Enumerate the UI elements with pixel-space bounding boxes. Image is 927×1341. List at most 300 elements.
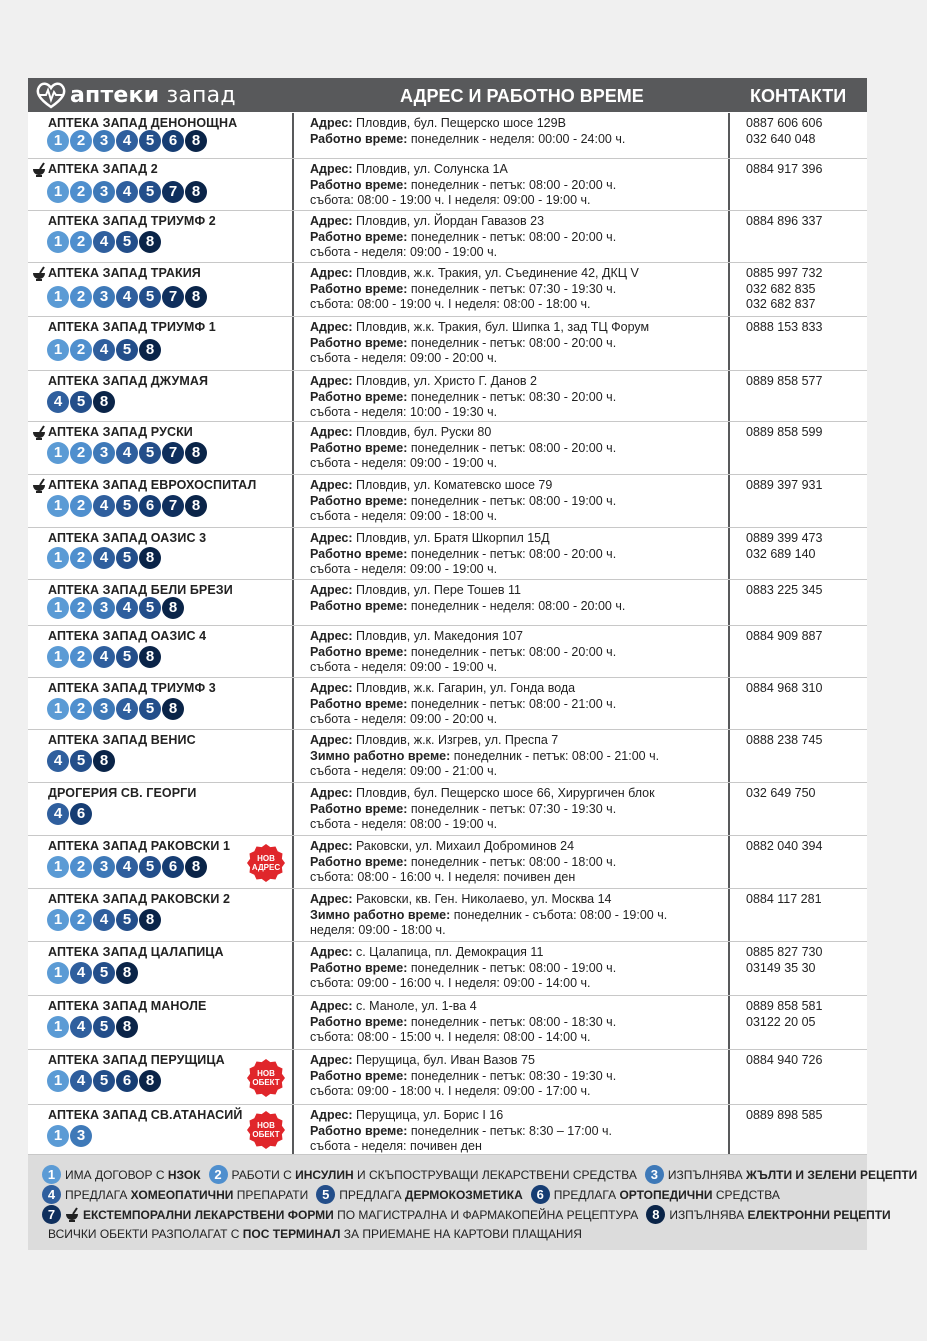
phone-numbers [746, 999, 822, 1030]
pharmacy-list-card [28, 78, 918, 1250]
column-divider [292, 475, 294, 527]
weekend-hours-line: събота - неделя: 10:00 - 19:30 ч. [310, 405, 498, 419]
column-divider [292, 371, 294, 421]
weekend-hours-line: събота: 08:00 - 16:00 ч. I неделя: почивен ден [310, 870, 576, 884]
column-divider [292, 159, 294, 210]
service-badge-2: 2 [70, 442, 92, 464]
pharmacy-name: АПТЕКА ЗАПАД СВ.АТАНАСИЙ [48, 1108, 243, 1122]
service-badge-8: 8 [93, 750, 115, 772]
pharmacy-name: АПТЕКА ЗАПАД ОАЗИС 4 [48, 629, 207, 643]
column-divider [728, 626, 730, 677]
legend-line [42, 1185, 788, 1204]
legend [28, 1155, 918, 1250]
service-badge-6: 6 [162, 856, 184, 878]
column-divider [292, 942, 294, 995]
new-badge [247, 1111, 285, 1149]
phone-number[interactable]: 0882 040 394 [746, 839, 823, 853]
working-hours-line: Работно време: понеделник - петък: 08:00 - 21:00 ч. [310, 696, 617, 711]
new-badge-text: НОВ [257, 853, 275, 863]
service-badge-5: 5 [70, 391, 92, 413]
pharmacy-name: АПТЕКА ЗАПАД ДЕНОНОЩНА [48, 116, 238, 130]
service-badge-4: 4 [93, 339, 115, 361]
phone-numbers [746, 892, 822, 908]
pharmacy-name: ДРОГЕРИЯ СВ. ГЕОРГИ [48, 786, 197, 800]
service-badge-7: 7 [162, 181, 184, 203]
service-badge-8: 8 [139, 1070, 161, 1092]
weekend-hours-line: събота - неделя: 09:00 - 19:00 ч. [310, 562, 498, 576]
address-line: Адрес: Пловдив, бул. Пещерско шосе 66, Хирургичен блок [310, 786, 655, 800]
legend-text: ПРЕДЛАГА ХОМЕОПАТИЧНИ ПРЕПАРАТИ [65, 1187, 309, 1202]
service-badge-5: 5 [139, 597, 161, 619]
working-hours-line: Работно време: понеделник - петък: 08:00 - 18:00 ч. [310, 854, 617, 869]
phone-number[interactable]: 0884 896 337 [746, 214, 823, 228]
service-badge-5: 5 [93, 1070, 115, 1092]
legend-item-7 [42, 1205, 638, 1224]
column-divider [728, 211, 730, 262]
service-badge-3: 3 [93, 856, 115, 878]
working-hours-line: Работно време: понеделник - петък: 08:00 - 20:00 ч. [310, 335, 617, 350]
service-badge-3: 3 [93, 597, 115, 619]
pharmacy-row [28, 528, 867, 580]
legend-item-6 [531, 1185, 780, 1204]
service-badge-4: 4 [47, 391, 69, 413]
legend-text: ПРЕДЛАГА ОРТОПЕДИЧНИ СРЕДСТВА [553, 1187, 780, 1202]
phone-number[interactable]: 0889 858 581 [746, 999, 823, 1013]
logo [36, 81, 236, 109]
service-badge-5: 5 [116, 495, 138, 517]
phone-number[interactable]: 032 682 835 [746, 281, 816, 296]
service-badge-8: 8 [116, 1016, 138, 1038]
working-hours-line: Работно време: понеделник - петък: 08:30 - 20:00 ч. [310, 389, 617, 404]
service-badges [47, 495, 208, 517]
service-badge-8: 8 [646, 1205, 665, 1224]
mortar-pestle-icon [65, 1208, 79, 1222]
phone-number[interactable]: 032 682 837 [746, 297, 816, 311]
pharmacy-name: АПТЕКА ЗАПАД БЕЛИ БРЕЗИ [48, 583, 233, 597]
weekend-hours-line: събота - неделя: 09:00 - 19:00 ч. [310, 660, 498, 674]
address-and-hours [310, 733, 659, 780]
service-badge-8: 8 [162, 597, 184, 619]
service-badge-8: 8 [93, 391, 115, 413]
service-badge-4: 4 [116, 286, 138, 308]
service-badge-5: 5 [139, 442, 161, 464]
service-badge-5: 5 [93, 1016, 115, 1038]
legend-text: ИЗПЪЛНЯВА ЖЪЛТИ И ЗЕЛЕНИ РЕЦЕПТИ [667, 1167, 918, 1182]
address-and-hours [310, 786, 655, 833]
pharmacy-row [28, 942, 867, 996]
column-divider [728, 836, 730, 888]
service-badge-7: 7 [162, 286, 184, 308]
phone-numbers [746, 531, 822, 562]
column-divider [728, 159, 730, 210]
service-badge-2: 2 [70, 495, 92, 517]
service-badge-6: 6 [162, 130, 184, 152]
phone-number[interactable]: 0883 225 345 [746, 583, 823, 597]
service-badge-1: 1 [47, 339, 69, 361]
service-badge-1: 1 [47, 1070, 69, 1092]
service-badge-2: 2 [70, 646, 92, 668]
working-hours-line: Зимно работно време: понеделник - събота: 08:00 - 19:00 ч. [310, 907, 668, 922]
phone-number[interactable]: 032 689 140 [746, 546, 816, 561]
column-divider [728, 1050, 730, 1104]
weekend-hours-line: събота - неделя: 09:00 - 18:00 ч. [310, 509, 498, 523]
service-badge-8: 8 [185, 130, 207, 152]
column-divider [728, 475, 730, 527]
column-divider [728, 942, 730, 995]
working-hours-line: Работно време: понеделник - неделя: 08:00 - 20:00 ч. [310, 598, 626, 613]
service-badge-1: 1 [47, 597, 69, 619]
phone-numbers [746, 425, 822, 441]
weekend-hours-line: събота - неделя: 09:00 - 19:00 ч. [310, 456, 498, 470]
legend-line [42, 1205, 899, 1224]
legend-item-3 [645, 1165, 917, 1184]
phone-number[interactable]: 0889 397 931 [746, 478, 823, 492]
column-divider [728, 317, 730, 370]
column-divider [292, 317, 294, 370]
address-line: Адрес: Перущица, бул. Иван Вазов 75 [310, 1053, 535, 1067]
working-hours-line: Работно време: понеделник - петък: 08:00 - 18:30 ч. [310, 1014, 617, 1029]
pharmacy-name: АПТЕКА ЗАПАД 2 [48, 162, 158, 176]
column-divider [292, 1050, 294, 1104]
new-badge [247, 844, 285, 882]
service-badge-4: 4 [42, 1185, 61, 1204]
service-badges [47, 1016, 139, 1038]
address-line: Адрес: Пловдив, ул. Коматевско шосе 79 [310, 478, 553, 492]
service-badge-8: 8 [162, 698, 184, 720]
service-badge-3: 3 [70, 1125, 92, 1147]
phone-number[interactable]: 0884 909 887 [746, 629, 823, 643]
pharmacy-row [28, 889, 867, 942]
service-badge-3: 3 [93, 181, 115, 203]
working-hours-line: Работно време: понеделник - неделя: 00:00 - 24:00 ч. [310, 131, 626, 146]
table-header [28, 78, 867, 112]
phone-number[interactable]: 032 640 048 [746, 131, 816, 146]
pharmacy-row [28, 783, 867, 836]
address-and-hours [310, 839, 616, 886]
phone-numbers [746, 681, 822, 697]
service-badge-8: 8 [139, 909, 161, 931]
service-badge-5: 5 [116, 547, 138, 569]
column-divider [728, 783, 730, 835]
service-badges [47, 391, 116, 413]
service-badge-7: 7 [42, 1205, 61, 1224]
address-and-hours [310, 425, 616, 472]
phone-number[interactable]: 0889 858 577 [746, 374, 823, 388]
service-badge-2: 2 [70, 286, 92, 308]
service-badge-4: 4 [70, 1070, 92, 1092]
service-badge-4: 4 [116, 130, 138, 152]
service-badge-2: 2 [70, 909, 92, 931]
address-and-hours [310, 266, 639, 313]
service-badge-4: 4 [70, 962, 92, 984]
column-divider [728, 1105, 730, 1154]
address-line: Адрес: Перущица, ул. Борис I 16 [310, 1108, 504, 1122]
phone-number[interactable]: 03149 35 30 [746, 960, 816, 975]
address-and-hours [310, 999, 616, 1046]
address-line: Адрес: Раковски, ул. Михаил Доброминов 24 [310, 839, 575, 853]
address-and-hours [310, 531, 616, 578]
mortar-pestle-icon [32, 267, 46, 281]
column-divider [292, 580, 294, 625]
service-badge-1: 1 [47, 1016, 69, 1038]
address-and-hours [310, 374, 616, 421]
pharmacy-row [28, 580, 867, 626]
working-hours-line: Работно време: понеделник - петък: 08:00 - 20:00 ч. [310, 644, 617, 659]
column-divider [728, 371, 730, 421]
phone-numbers [746, 266, 822, 313]
heart-pulse-icon [36, 82, 66, 108]
phone-number[interactable]: 0884 968 310 [746, 681, 823, 695]
pharmacy-row [28, 678, 867, 730]
service-badge-3: 3 [93, 130, 115, 152]
phone-numbers [746, 945, 822, 976]
phone-numbers [746, 839, 822, 855]
service-badges [47, 597, 185, 619]
phone-number[interactable]: 0884 940 726 [746, 1053, 823, 1067]
phone-numbers [746, 1108, 822, 1124]
column-divider [292, 211, 294, 262]
working-hours-line: Работно време: понеделник - петък: 08:00 - 20:00 ч. [310, 546, 617, 561]
service-badge-8: 8 [139, 547, 161, 569]
address-line: Адрес: Пловдив, ж.к. Изгрев, ул. Преспа 7 [310, 733, 559, 747]
service-badge-2: 2 [70, 181, 92, 203]
address-line: Адрес: Пловдив, ул. Пере Тошев 11 [310, 583, 521, 597]
service-badge-7: 7 [162, 442, 184, 464]
address-line: Адрес: Пловдив, бул. Пещерско шосе 129В [310, 116, 566, 130]
address-line: Адрес: Пловдив, бул. Руски 80 [310, 425, 492, 439]
pharmacy-name: АПТЕКА ЗАПАД ДЖУМАЯ [48, 374, 209, 388]
service-badge-4: 4 [116, 181, 138, 203]
address-and-hours [310, 1108, 612, 1155]
phone-numbers [746, 214, 822, 230]
new-badge [247, 1059, 285, 1097]
service-badge-4: 4 [93, 231, 115, 253]
service-badge-4: 4 [93, 495, 115, 517]
pharmacy-row [28, 730, 867, 783]
address-and-hours [310, 478, 616, 525]
new-badge-text: ОБЕКТ [252, 1077, 280, 1087]
service-badge-5: 5 [116, 231, 138, 253]
service-badge-5: 5 [116, 646, 138, 668]
service-badge-5: 5 [93, 962, 115, 984]
service-badge-2: 2 [70, 130, 92, 152]
phone-number[interactable]: 0889 399 473 [746, 531, 823, 545]
legend-item-4 [42, 1185, 308, 1204]
service-badges [47, 339, 162, 361]
phone-number[interactable]: 0889 858 599 [746, 425, 823, 439]
service-badge-8: 8 [139, 646, 161, 668]
service-badge-1: 1 [47, 962, 69, 984]
service-badge-1: 1 [47, 495, 69, 517]
address-line: Адрес: Пловдив, ул. Македония 107 [310, 629, 523, 643]
weekend-hours-line: неделя: 09:00 - 18:00 ч. [310, 923, 446, 937]
pharmacy-row [28, 475, 867, 528]
phone-number[interactable]: 0885 997 732 [746, 266, 823, 280]
phone-number[interactable]: 0889 898 585 [746, 1108, 823, 1122]
mortar-pestle-icon [32, 479, 46, 493]
phone-numbers [746, 320, 822, 336]
legend-item-5 [316, 1185, 523, 1204]
phone-number[interactable]: 0884 917 396 [746, 162, 823, 176]
service-badges [47, 547, 162, 569]
service-badge-5: 5 [139, 181, 161, 203]
address-and-hours [310, 320, 649, 367]
service-badge-5: 5 [316, 1185, 335, 1204]
pharmacy-name: АПТЕКА ЗАПАД ТРИУМФ 1 [48, 320, 216, 334]
column-divider [292, 626, 294, 677]
service-badge-2: 2 [70, 698, 92, 720]
phone-number[interactable]: 0887 606 606 [746, 116, 823, 130]
service-badge-3: 3 [93, 698, 115, 720]
service-badge-2: 2 [209, 1165, 228, 1184]
phone-number[interactable]: 0885 827 730 [746, 945, 823, 959]
phone-number[interactable]: 032 649 750 [746, 786, 816, 800]
service-badge-4: 4 [116, 856, 138, 878]
service-badge-7: 7 [162, 495, 184, 517]
service-badges [47, 1070, 162, 1092]
service-badge-2: 2 [70, 597, 92, 619]
pharmacy-row [28, 371, 867, 422]
pharmacy-row [28, 626, 867, 678]
service-badge-5: 5 [139, 130, 161, 152]
working-hours-line: Работно време: понеделник - петък: 08:00 - 19:00 ч. [310, 493, 617, 508]
service-badge-3: 3 [93, 286, 115, 308]
address-line: Адрес: с. Маноле, ул. 1-ва 4 [310, 999, 477, 1013]
legend-item-8 [646, 1205, 890, 1224]
service-badge-1: 1 [47, 1125, 69, 1147]
phone-number[interactable]: 0888 238 745 [746, 733, 823, 747]
legend-item-1 [42, 1165, 201, 1184]
service-badge-5: 5 [139, 286, 161, 308]
pharmacy-row [28, 422, 867, 475]
service-badge-1: 1 [47, 909, 69, 931]
pharmacy-row [28, 836, 867, 889]
phone-numbers [746, 629, 822, 645]
service-badge-5: 5 [70, 750, 92, 772]
service-badges [47, 130, 208, 152]
phone-numbers [746, 478, 822, 494]
column-divider [292, 1105, 294, 1154]
address-and-hours [310, 681, 616, 728]
phone-numbers [746, 162, 822, 178]
service-badge-8: 8 [139, 231, 161, 253]
working-hours-line: Работно време: понеделник - петък: 07:30 - 19:30 ч. [310, 801, 617, 816]
address-line: Адрес: Пловдив, ж.к. Тракия, бул. Шипка 1, зад ТЦ Форум [310, 320, 650, 334]
weekend-hours-line: събота: 09:00 - 18:00 ч. I неделя: 09:00 - 17:00 ч. [310, 1084, 591, 1098]
pharmacy-row [28, 159, 867, 211]
service-badge-1: 1 [47, 646, 69, 668]
service-badge-6: 6 [116, 1070, 138, 1092]
column-divider [728, 422, 730, 474]
address-and-hours [310, 214, 616, 261]
service-badge-4: 4 [93, 547, 115, 569]
phone-number[interactable]: 0884 117 281 [746, 892, 822, 906]
service-badge-1: 1 [47, 442, 69, 464]
service-badge-5: 5 [116, 339, 138, 361]
legend-text: ЕКСТЕМПОРАЛНИ ЛЕКАРСТВЕНИ ФОРМИ ПО МАГИСТРАЛНА И ФАРМАКОПЕЙНА РЕЦЕПТУРА [83, 1207, 639, 1222]
mortar-pestle-icon [32, 426, 46, 440]
working-hours-line: Работно време: понеделник - петък: 08:00 - 20:00 ч. [310, 177, 617, 192]
service-badge-1: 1 [42, 1165, 61, 1184]
pharmacy-name: АПТЕКА ЗАПАД ПЕРУЩИЦА [48, 1053, 225, 1067]
service-badge-4: 4 [116, 698, 138, 720]
weekend-hours-line: събота: 08:00 - 15:00 ч. I неделя: 08:00 - 14:00 ч. [310, 1030, 591, 1044]
service-badge-4: 4 [93, 646, 115, 668]
phone-number[interactable]: 0888 153 833 [746, 320, 823, 334]
service-badge-8: 8 [139, 339, 161, 361]
contacts-column-title: КОНТАКТИ [750, 86, 847, 106]
service-badge-2: 2 [70, 856, 92, 878]
weekend-hours-line: събота: 08:00 - 19:00 ч. I неделя: 08:00 - 18:00 ч. [310, 297, 591, 311]
service-badge-3: 3 [645, 1165, 664, 1184]
pharmacy-name: АПТЕКА ЗАПАД РУСКИ [48, 425, 193, 439]
weekend-hours-line: събота - неделя: 09:00 - 20:00 ч. [310, 712, 498, 726]
legend-text: ИЗПЪЛНЯВА ЕЛЕКТРОННИ РЕЦЕПТИ [669, 1207, 891, 1222]
phone-numbers [746, 786, 816, 802]
weekend-hours-line: събота - неделя: 09:00 - 19:00 ч. [310, 245, 498, 259]
pharmacy-row [28, 1050, 867, 1105]
service-badges [47, 803, 93, 825]
pharmacy-name: АПТЕКА ЗАПАД ТРИУМФ 3 [48, 681, 216, 695]
address-line: Адрес: Пловдив, ул. Братя Шкорпил 15Д [310, 531, 550, 545]
column-divider [728, 678, 730, 729]
address-line: Адрес: Пловдив, ул. Христо Г. Данов 2 [310, 374, 537, 388]
pharmacy-row [28, 1105, 867, 1155]
column-divider [728, 263, 730, 316]
service-badge-1: 1 [47, 231, 69, 253]
service-badge-4: 4 [93, 909, 115, 931]
address-and-hours [310, 1053, 616, 1100]
weekend-hours-line: събота - неделя: 09:00 - 21:00 ч. [310, 764, 498, 778]
working-hours-line: Работно време: понеделник - петък: 08:00 - 20:00 ч. [310, 440, 617, 455]
new-badge-text: НОВ [257, 1121, 275, 1130]
service-badge-5: 5 [139, 698, 161, 720]
service-badges [47, 750, 116, 772]
service-badge-1: 1 [47, 130, 69, 152]
phone-numbers [746, 116, 822, 147]
working-hours-line: Работно време: понеделник - петък: 07:30 - 19:30 ч. [310, 281, 617, 296]
service-badge-4: 4 [70, 1016, 92, 1038]
column-divider [728, 730, 730, 782]
service-badge-2: 2 [70, 547, 92, 569]
service-badge-6: 6 [139, 495, 161, 517]
address-line: Адрес: Пловдив, ж.к. Гагарин, ул. Гонда вода [310, 681, 576, 695]
service-badge-2: 2 [70, 339, 92, 361]
column-divider [728, 528, 730, 579]
service-badge-6: 6 [70, 803, 92, 825]
legend-text: ПРЕДЛАГА ДЕРМОКОЗМЕТИКА [339, 1187, 523, 1202]
service-badge-6: 6 [531, 1185, 550, 1204]
phone-number[interactable]: 03122 20 05 [746, 1014, 816, 1029]
legend-footer [48, 1227, 582, 1241]
address-line: Адрес: Пловдив, ж.к. Тракия, ул. Съединение 42, ДКЦ V [310, 266, 639, 280]
weekend-hours-line: събота: 09:00 - 16:00 ч. I неделя: 09:00 - 14:00 ч. [310, 976, 591, 990]
pharmacy-name: АПТЕКА ЗАПАД ВЕНИС [48, 733, 196, 747]
weekend-hours-line: събота - неделя: 08:00 - 19:00 ч. [310, 817, 498, 831]
service-badge-4: 4 [116, 442, 138, 464]
new-badge-text: НОВ [257, 1068, 275, 1078]
pharmacy-row [28, 263, 867, 317]
service-badges [47, 286, 208, 308]
column-divider [728, 113, 730, 158]
service-badge-5: 5 [116, 909, 138, 931]
pharmacy-row [28, 996, 867, 1050]
service-badges [47, 698, 185, 720]
column-divider [292, 996, 294, 1049]
column-divider [292, 836, 294, 888]
pharmacy-name: АПТЕКА ЗАПАД ТРИУМФ 2 [48, 214, 216, 228]
working-hours-line: Зимно работно време: понеделник - петък: 08:00 - 21:00 ч. [310, 748, 660, 763]
